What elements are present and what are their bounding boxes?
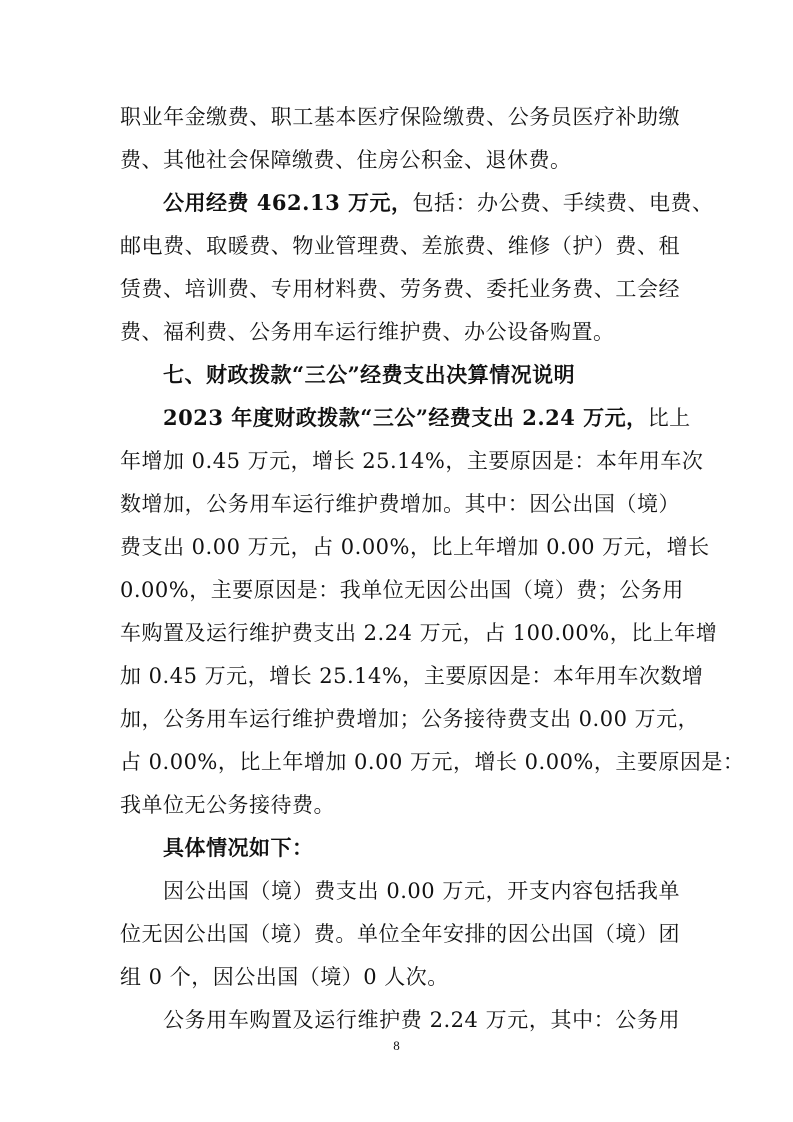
paragraph-line: 加，公务用车运行维护费增加；公务接待费支出 0.00 万元， [120, 707, 700, 731]
page-number: 8 [393, 1038, 400, 1053]
paragraph-line: 我单位无公务接待费。 [120, 793, 335, 817]
paragraph-line: 位无因公出国（境）费。单位全年安排的因公出国（境）团 [120, 922, 680, 946]
paragraph-line: 费、其他社会保障缴费、住房公积金、退休费。 [120, 148, 572, 172]
paragraph-line: 费、福利费、公务用车运行维护费、办公设备购置。 [120, 320, 615, 344]
paragraph-line: 2023 年度财政拨款“三公”经费支出 2.24 万元，比上 [163, 405, 691, 430]
paragraph-line: 年增加 0.45 万元，增长 25.14%，主要原因是：本年用车次 [120, 449, 704, 473]
section-heading: 七、财政拨款“三公”经费支出决算情况说明 [163, 362, 576, 387]
paragraph-line: 职业年金缴费、职工基本医疗保险缴费、公务员医疗补助缴 [120, 105, 680, 129]
paragraph-line: 加 0.45 万元，增长 25.14%，主要原因是：本年用车次数增 [120, 664, 704, 688]
paragraph-line: 0.00%，主要原因是：我单位无因公出国（境）费；公务用 [120, 578, 684, 602]
bold-lead: 公用经费 462.13 万元， [163, 190, 413, 215]
paragraph-line: 数增加，公务用车运行维护费增加。其中：因公出国（境） [120, 492, 680, 516]
paragraph-line: 组 0 个，因公出国（境）0 人次。 [120, 965, 449, 989]
bold-lead: 2023 年度财政拨款“三公”经费支出 2.24 万元， [163, 405, 648, 430]
paragraph-line: 因公出国（境）费支出 0.00 万元，开支内容包括我单 [163, 879, 680, 903]
paragraph-line: 费支出 0.00 万元，占 0.00%，比上年增加 0.00 万元，增长 [120, 535, 710, 559]
paragraph-line: 占 0.00%，比上年增加 0.00 万元，增长 0.00%，主要原因是： [120, 750, 745, 774]
paragraph-line: 公务用车购置及运行维护费 2.24 万元，其中：公务用 [163, 1008, 680, 1032]
paragraph-line: 车购置及运行维护费支出 2.24 万元，占 100.00%，比上年增 [120, 621, 718, 645]
section-heading: 具体情况如下： [163, 835, 314, 860]
paragraph-line: 邮电费、取暖费、物业管理费、差旅费、维修（护）费、租 [120, 234, 680, 258]
paragraph-line: 赁费、培训费、专用材料费、劳务费、委托业务费、工会经 [120, 277, 680, 301]
paragraph-line: 公用经费 462.13 万元，包括：办公费、手续费、电费、 [163, 190, 714, 215]
